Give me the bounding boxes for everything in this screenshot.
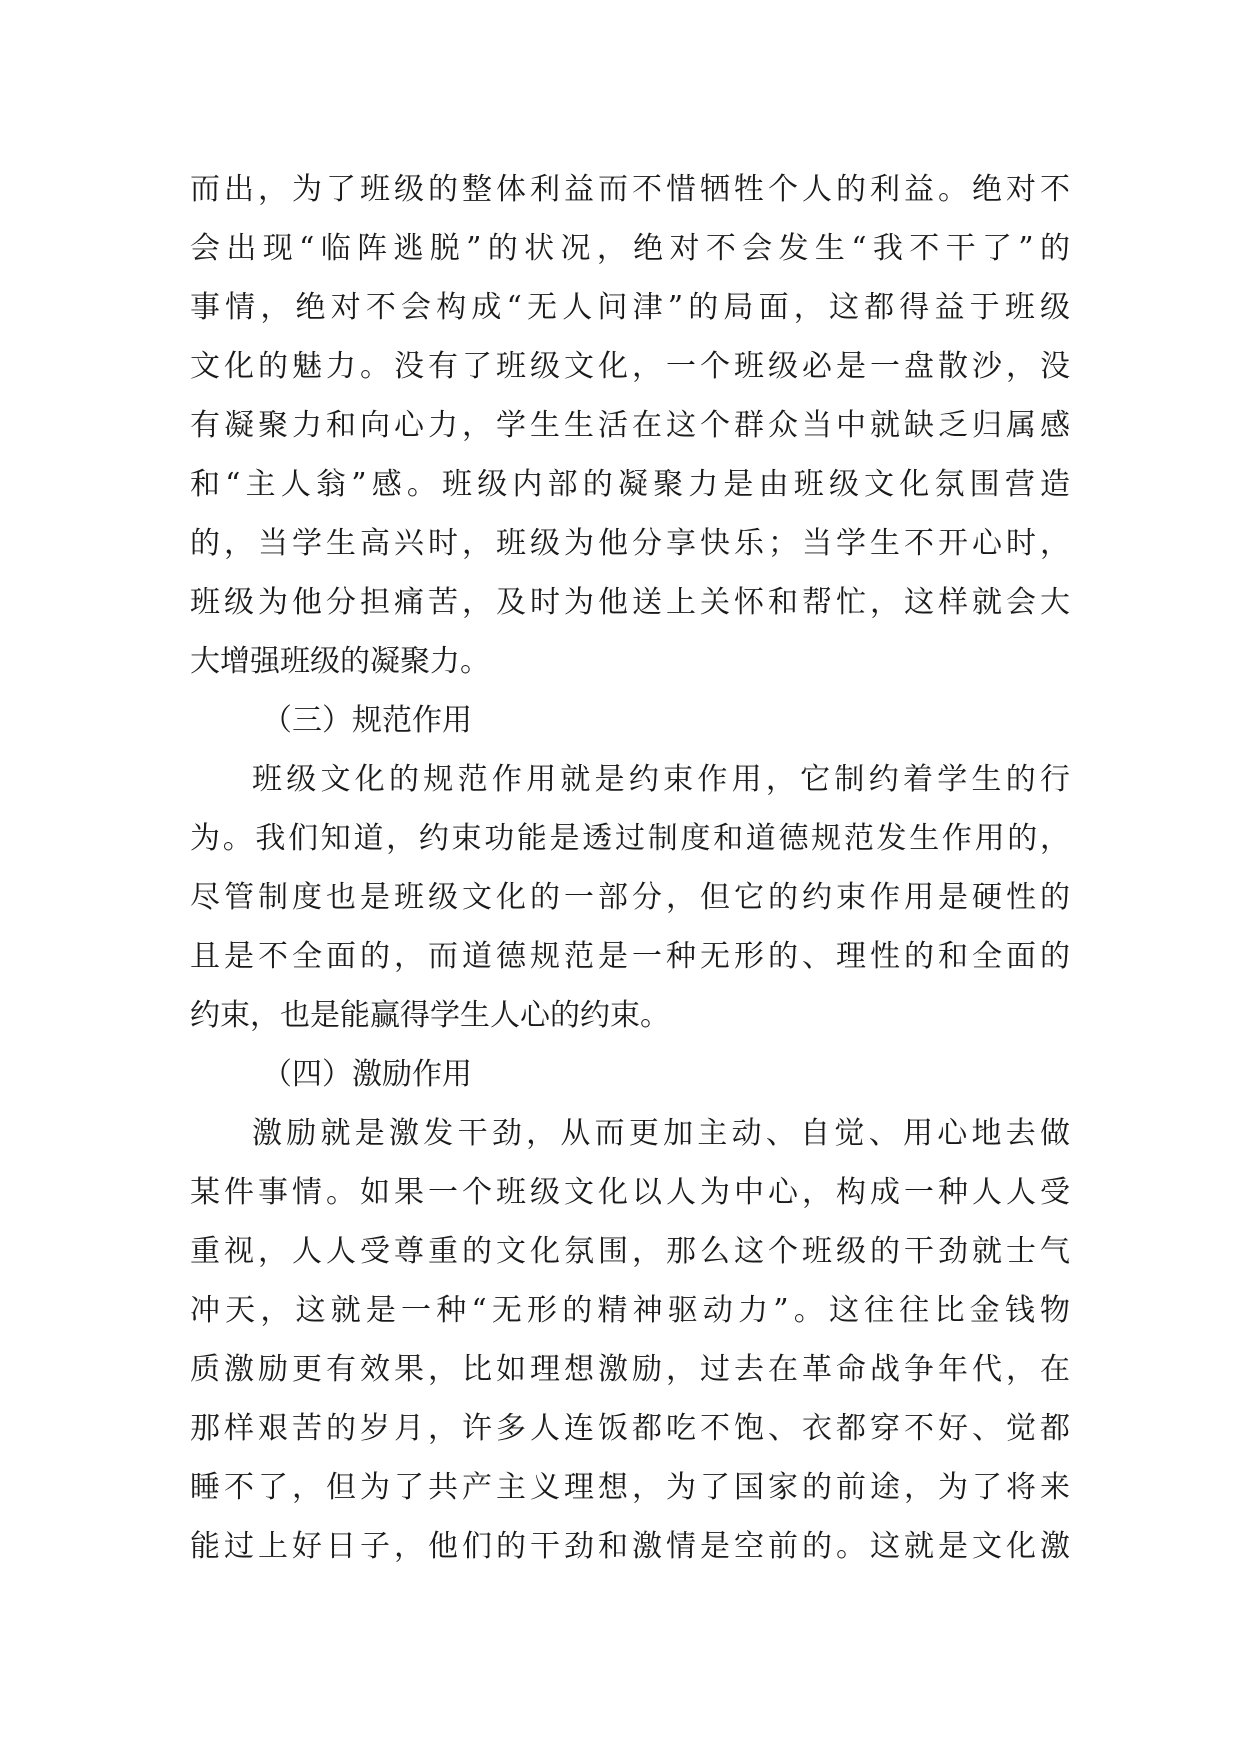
text-line: 事情，绝对不会构成“无人问津”的局面，这都得益于班级 (190, 290, 1070, 325)
text-line: 和“主人翁”感。班级内部的凝聚力是由班级文化氛围营造 (190, 467, 1070, 502)
text-line: 某件事情。如果一个班级文化以人为中心，构成一种人人受 (190, 1175, 1070, 1210)
text-line: 有凝聚力和向心力，学生生活在这个群众当中就缺乏归属感 (190, 408, 1070, 443)
text-line: 约束，也是能赢得学生人心的约束。 (190, 998, 670, 1033)
text-line: 重视，人人受尊重的文化氛围，那么这个班级的干劲就士气 (190, 1234, 1070, 1269)
paragraph-regulation (190, 750, 1070, 1045)
paragraph-motivation (190, 1104, 1070, 1576)
text-line: 睡不了，但为了共产主义理想，为了国家的前途，为了将来 (190, 1470, 1070, 1505)
text-line: 那样艰苦的岁月，许多人连饭都吃不饱、衣都穿不好、觉都 (190, 1411, 1070, 1446)
text-line: 文化的魅力。没有了班级文化，一个班级必是一盘散沙，没 (190, 349, 1070, 384)
document-body (190, 160, 1070, 1576)
text-line: 冲天，这就是一种“无形的精神驱动力”。这往往比金钱物 (190, 1293, 1070, 1328)
text-line: 质激励更有效果，比如理想激励，过去在革命战争年代，在 (190, 1352, 1070, 1387)
text-line: 会出现“临阵逃脱”的状况，绝对不会发生“我不干了”的 (190, 231, 1070, 266)
text-line: 为。我们知道，约束功能是透过制度和道德规范发生作用的， (190, 821, 1070, 856)
text-line: 大增强班级的凝聚力。 (190, 644, 490, 679)
section-heading-regulation: （三）规范作用 (262, 703, 472, 738)
paragraph-cohesion (190, 160, 1070, 691)
text-line: 尽管制度也是班级文化的一部分，但它的约束作用是硬性的 (190, 880, 1070, 915)
text-line: 能过上好日子，他们的干劲和激情是空前的。这就是文化激 (190, 1529, 1070, 1564)
text-line: 激励就是激发干劲，从而更加主动、自觉、用心地去做 (252, 1116, 1070, 1151)
text-line: 且是不全面的，而道德规范是一种无形的、理性的和全面的 (190, 939, 1070, 974)
text-line: 的，当学生高兴时，班级为他分享快乐；当学生不开心时， (190, 526, 1070, 561)
section-heading-motivation: （四）激励作用 (262, 1057, 472, 1092)
text-line: 班级为他分担痛苦，及时为他送上关怀和帮忙，这样就会大 (190, 585, 1070, 620)
text-line: 班级文化的规范作用就是约束作用，它制约着学生的行 (252, 762, 1070, 797)
text-line: 而出，为了班级的整体利益而不惜牺牲个人的利益。绝对不 (190, 172, 1070, 207)
